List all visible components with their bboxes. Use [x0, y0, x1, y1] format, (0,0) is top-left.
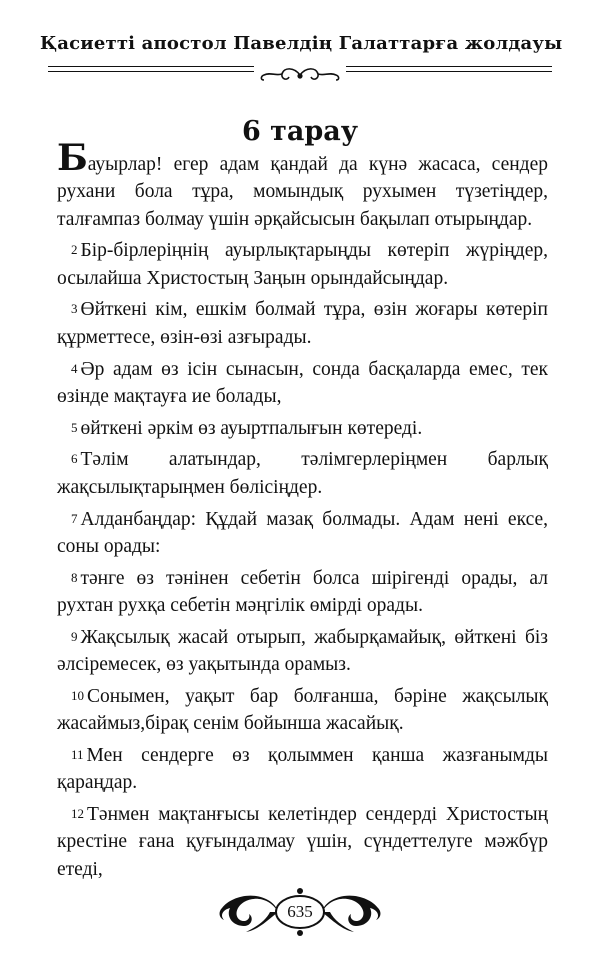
verse-text: өйткені әркім өз ауыртпалығын көтереді.	[80, 417, 423, 439]
verse-number: 9	[71, 628, 78, 644]
verse-number: 2	[71, 242, 78, 258]
verse-number: 11	[71, 746, 84, 762]
verse-3	[57, 296, 548, 351]
verse-text: Мен сендерге өз қолыммен қанша жазғанымды қараңдар.	[57, 744, 548, 794]
verse-number: 6	[71, 451, 78, 467]
verse-10	[57, 683, 548, 738]
verse-7	[57, 506, 548, 561]
verse-number: 5	[71, 419, 78, 435]
verse-text: тәнге өз тәнінен себетін болса шірігенді орады, ал рухтан рухқа себетін мәңгілік өмірді орады.	[57, 567, 548, 616]
verse-number: 12	[71, 806, 84, 822]
verse-5	[57, 415, 548, 442]
verse-text: Алданбаңдар: Құдай мазақ болмады. Адам нені ексе, соны орады:	[57, 508, 548, 557]
verse-text: Жақсылық жасай отырып, жабырқамайық, өйткені біз әлсіремесек, өз уақытында орамыз.	[57, 626, 548, 676]
page-number: 635	[287, 902, 313, 921]
verse-text: Өйткені кім, ешкім болмай тұра, өзін жоғары көтеріп құрметтесе, өзін-өзі азғырады.	[57, 299, 548, 348]
verse-4	[57, 356, 548, 411]
verse-2	[57, 237, 548, 292]
verse-number: 10	[71, 687, 84, 703]
verse-12	[57, 801, 548, 883]
verse-number: 4	[71, 360, 78, 376]
verse-11	[57, 742, 548, 797]
running-header-title: Қасиетті апостол Павелдің Галаттарға жолдауы	[40, 33, 563, 54]
verse-9	[57, 624, 548, 679]
verse-text: Тәнмен мақтанғысы келетіндер сендерді Христостың крестіне ғана қуғындалмау үшін, сүндеттелуге мәжбүр етеді,	[57, 804, 548, 880]
verse-text: Әр адам өз ісін сынасын, сонда басқаларда емес, тек өзінде мақтауға ие болады,	[57, 358, 548, 407]
verse-text: Бір-бірлеріңнің ауырлықтарыңды көтеріп жүріңдер, осылайша Христостың Заңын орындайсыңдар.	[57, 240, 548, 289]
verse-number: 7	[71, 510, 78, 526]
verse-8	[57, 565, 548, 620]
verse-number: 3	[71, 301, 78, 317]
verse-6	[57, 446, 548, 501]
chapter-title: 6 тарау	[241, 116, 359, 147]
verse-text: Тәлім алатындар, тәлімгерлеріңмен барлық жақсылықтарыңмен бөлісіңдер.	[57, 449, 548, 498]
chapter-body	[57, 137, 548, 887]
verse-text: ауырлар! егер адам қандай да күнә жасаса, сендер рухани бола тұра, момындық рухымен түзетіңдер, талғампаз болмау үшін әрқайсысын бақылап отырыңдар.	[57, 154, 548, 230]
verse-text: Сонымен, уақыт бар болғанша, бәріне жақсылық жасаймыз,бірақ сенім бойынша жасайық.	[57, 685, 548, 735]
drop-cap: Б	[57, 137, 88, 179]
verse-1	[57, 137, 548, 233]
header-ornament-icon	[254, 64, 346, 86]
verse-number: 8	[71, 569, 78, 585]
